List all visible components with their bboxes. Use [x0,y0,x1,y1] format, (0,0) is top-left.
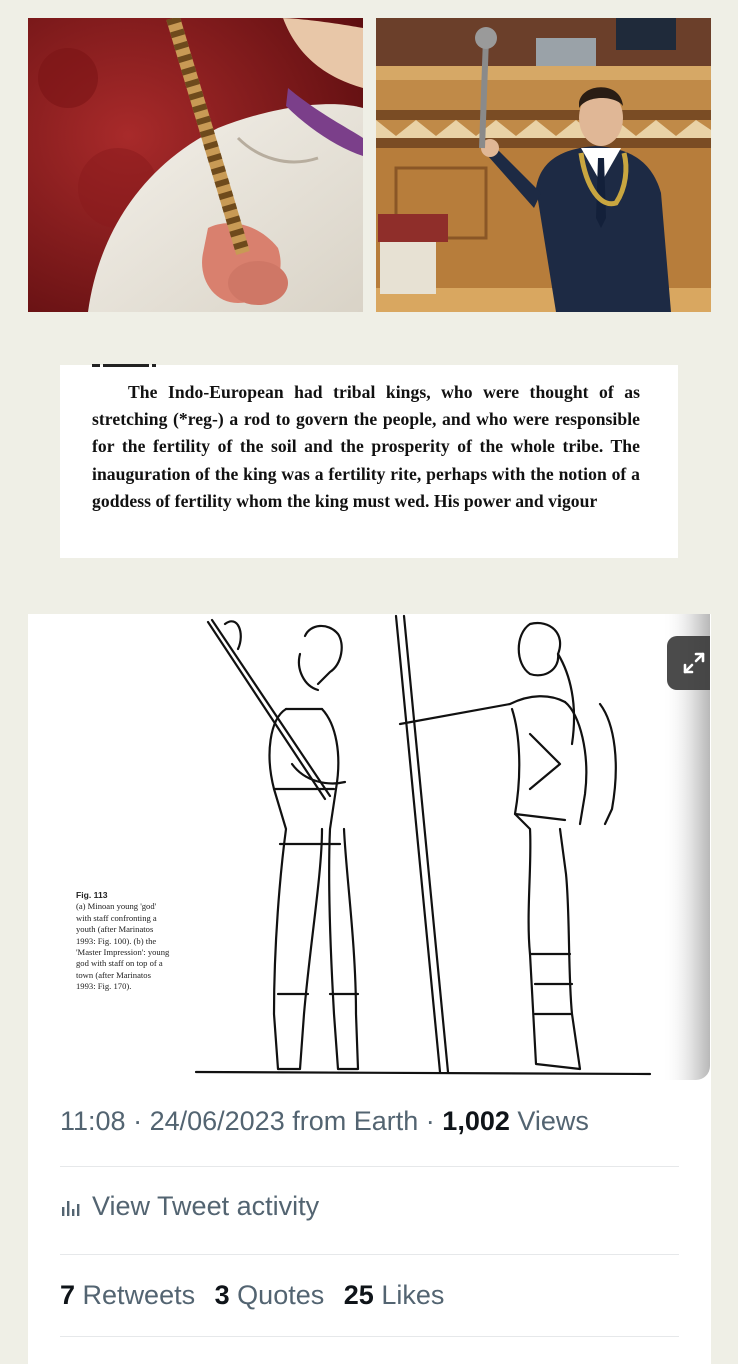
divider [60,1336,679,1337]
quotes-label: Quotes [237,1280,325,1310]
divider [60,1166,679,1167]
photo-man-raising-mace-graphic [376,18,711,312]
engagement-stats [60,1280,679,1311]
views-count: 1,002 [442,1106,510,1136]
divider [60,1254,679,1255]
tweet-card [28,614,711,1364]
attached-drawing[interactable] [60,614,710,1080]
figure-caption-body: (a) Minoan young 'god' with staff confronting a youth (after Marinatos 1993: Fig. 100). (b) the 'Master Impression': young god with staff on top of a town (after Marinatos 1993: Fig. 170). [76,901,170,992]
figure-caption [76,890,172,993]
photo-hand-with-staff-graphic [28,18,363,312]
photo-hand-with-staff[interactable] [28,18,363,312]
tweet-metadata: 11:08 · 24/06/2023 from Earth · 1,002 Views [60,1106,589,1136]
view-tweet-activity-link[interactable] [60,1191,679,1222]
book-excerpt-image [60,365,678,558]
tweet-date[interactable]: 24/06/2023 [149,1106,285,1136]
quotes-count: 3 [214,1280,230,1310]
likes-label: Likes [381,1280,445,1310]
book-excerpt-paragraph: The Indo-European had tribal kings, who were thought of as stretching (*reg-) a rod to govern the people, and who were responsible for the fertility of the soil and the prosperity of the whole tribe. The inauguration of the king was a fertility rite, perhaps with the notion of a goddess of fertility whom the king must wed. His power and vigour [92,382,640,511]
bar-chart-icon [60,1196,82,1218]
tweet-time[interactable]: 11:08 [60,1106,126,1136]
minoan-figures-drawing [60,614,710,1080]
photo-man-raising-mace[interactable] [376,18,711,312]
cropped-text-line [92,361,182,369]
tweet-source: from Earth [292,1106,419,1136]
retweets-stat[interactable] [60,1280,207,1310]
likes-count: 25 [343,1280,374,1310]
retweets-count: 7 [60,1280,76,1310]
figure-caption-title: Fig. 113 [76,890,108,900]
expand-arrows-icon [679,648,709,678]
quotes-stat[interactable] [215,1280,337,1310]
retweets-label: Retweets [82,1280,196,1310]
expand-media-button[interactable] [667,636,710,690]
likes-stat[interactable] [344,1280,457,1310]
views-label: Views [517,1106,589,1136]
view-tweet-activity-label: View Tweet activity [92,1191,320,1221]
